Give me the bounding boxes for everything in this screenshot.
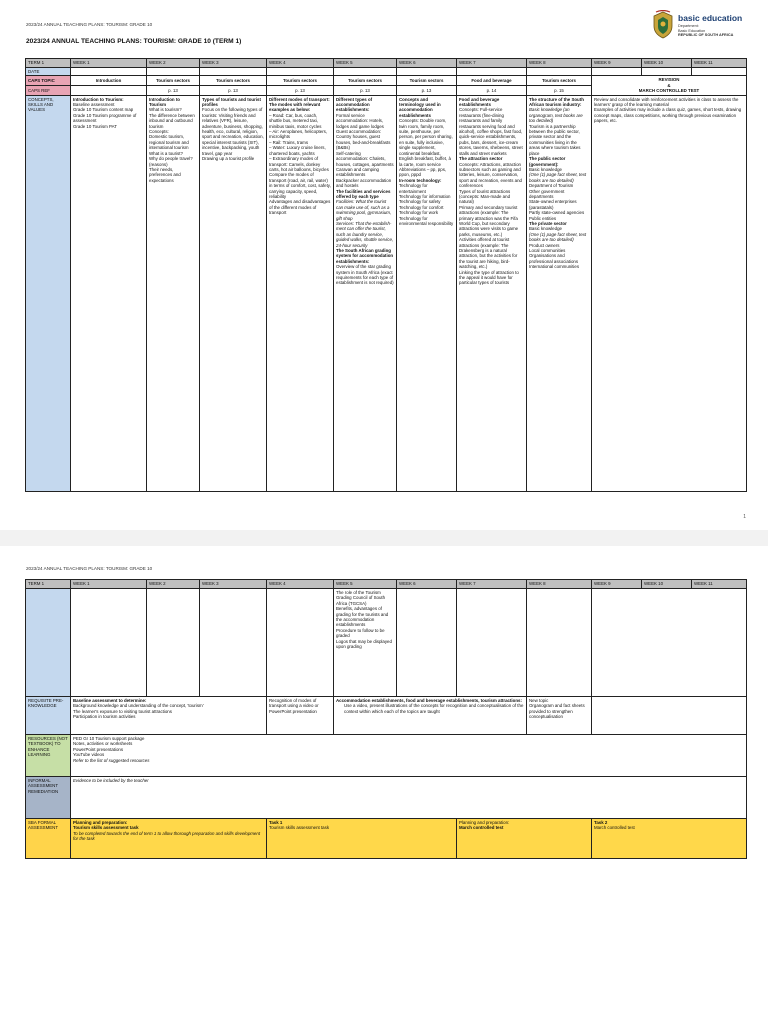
resources-cell bbox=[71, 735, 747, 777]
ref-cell: p. 13 bbox=[334, 86, 397, 96]
concept-line: Abbreviations – pp, pps, ppon, pppd bbox=[399, 166, 447, 178]
concept-line: Technology for safety bbox=[399, 199, 441, 205]
ref-cell: p. 13 bbox=[200, 86, 267, 96]
header-row bbox=[26, 580, 747, 589]
cell bbox=[457, 589, 527, 697]
concept-heading: Types of tourists and tourist profiles bbox=[202, 96, 261, 108]
resource-line: PowerPoint presentations bbox=[73, 746, 124, 752]
concept-line: Basic knowledge bbox=[529, 226, 562, 232]
concept-line: Why do people travel? (reasons) bbox=[149, 156, 193, 167]
concept-heading: Concepts and terminology used in accommodation establishments bbox=[399, 96, 441, 118]
logo-line-2: Basic Education bbox=[678, 28, 706, 33]
concept-line: Caravan and camping establishments bbox=[336, 166, 379, 178]
concept-line: Concepts: Attractions, attraction subsectors such as gaming and lotteries, leisure, conservation, sport and recreation, events and conferences bbox=[459, 161, 522, 189]
date-cell bbox=[71, 68, 147, 76]
cell bbox=[147, 589, 200, 697]
cell bbox=[527, 589, 592, 697]
date-cell bbox=[642, 68, 692, 76]
concept-line: What is a tourist? bbox=[149, 150, 183, 156]
column-header: TERM 1 bbox=[26, 59, 71, 68]
concept-line: Product owners bbox=[529, 242, 560, 248]
date-cell bbox=[334, 68, 397, 76]
concept-heading: Different types of accommodation establishments: bbox=[336, 96, 373, 113]
column-header: WEEK 6 bbox=[397, 580, 457, 589]
concept-heading: The facilities and services offered by each type bbox=[336, 188, 391, 199]
sba-heading: Task 1 bbox=[269, 820, 283, 825]
column-header: WEEK 11 bbox=[692, 580, 747, 589]
concept-line: Guest accommodation: Country houses, guest houses, bed-and-breakfasts (B&Bs) bbox=[336, 129, 391, 151]
row-label-requisite: REQUISITE PRE-KNOWLEDGE bbox=[26, 697, 71, 735]
concept-line: Basic knowledge (an organogram, text books are too detailed) bbox=[529, 107, 583, 124]
column-header: WEEK 3 bbox=[200, 59, 267, 68]
sba-heading: Tourism skills assessment task bbox=[73, 825, 139, 831]
concept-heading: Introduction to Tourism bbox=[149, 96, 180, 108]
concept-line: (One (1) page fact sheet, text books are too detailed) bbox=[529, 172, 587, 183]
sba-heading: Planning and preparation: bbox=[73, 820, 128, 825]
page-number: 1 bbox=[743, 514, 746, 520]
concept-line: The difference between inbound and outbound tourism bbox=[149, 112, 195, 129]
requisite-week-4: Recognition of modes of transport using a video or PowerPoint presentation bbox=[267, 697, 334, 735]
topic-cell: Tourism sectors bbox=[147, 76, 200, 86]
concept-line: – Air: Aeroplanes, helicopters, microlights bbox=[269, 129, 328, 140]
concept-line: State-owned enterprises (parastatals) bbox=[529, 199, 577, 210]
concepts-week-9-11: Review and consolidate with reinforcement activities in class to assess the learners' grasp of the learning material Examples of activities may include a class quiz, games, short tests, drawing concept maps, class competitions, working through previous examination papers, etc. bbox=[592, 95, 747, 491]
concepts-row bbox=[26, 95, 747, 491]
concept-line: Facilities: What the tourist can make use of, such as a swimming pool, gymnasium, gift shop bbox=[336, 199, 392, 221]
date-cell bbox=[692, 68, 747, 76]
sba-line: Tourism skills assessment task bbox=[269, 825, 330, 831]
sba-note: To be completed towards the end of term 1 to allow thorough preparation and skills development for the task bbox=[73, 830, 261, 842]
concept-heading: Food and beverage establishments bbox=[459, 96, 500, 108]
department-logo bbox=[650, 10, 745, 42]
row-label-empty bbox=[26, 589, 71, 697]
row-label-caps-topic: CAPS TOPIC bbox=[26, 76, 71, 86]
ref-cell: p. 13 bbox=[147, 86, 200, 96]
sba-week-7-8 bbox=[457, 819, 592, 859]
cell bbox=[267, 589, 334, 697]
column-header: WEEK 5 bbox=[334, 580, 397, 589]
concept-line: Their needs, preferences and expectations bbox=[149, 166, 181, 183]
column-header: WEEK 6 bbox=[397, 59, 457, 68]
sba-row bbox=[26, 819, 747, 859]
column-header: WEEK 8 bbox=[527, 580, 592, 589]
concepts-continued-row bbox=[26, 589, 747, 697]
concept-line: Logos that may be displayed upon grading bbox=[336, 638, 392, 650]
concept-line: The role of the Tourism Grading Council of South Africa (TGCSA) bbox=[336, 590, 386, 606]
column-header: WEEK 9 bbox=[592, 59, 642, 68]
row-label-resources: RESOURCES (NOT TEXTBOOK) TO ENHANCE LEARNING bbox=[26, 735, 71, 777]
concept-line: Grade 10 Tourism content map bbox=[73, 107, 134, 113]
row-label-concepts: CONCEPTS, SKILLS AND VALUES bbox=[26, 95, 71, 491]
column-header: WEEK 2 bbox=[147, 580, 200, 589]
resource-line: Notes, activities or worksheets bbox=[73, 741, 133, 747]
sba-week-1-3 bbox=[71, 819, 267, 859]
page-separator bbox=[0, 530, 768, 546]
column-header: WEEK 10 bbox=[642, 59, 692, 68]
row-label-informal: INFORMAL ASSESSMENT REMEDIATION bbox=[26, 777, 71, 819]
concept-line: Linking the type of attraction to the appeal it would have for particular types of tourists bbox=[459, 269, 519, 286]
ref-cell: p. 15 bbox=[527, 86, 592, 96]
date-cell bbox=[200, 68, 267, 76]
concept-heading: The private sector bbox=[529, 220, 567, 226]
concept-line: Public entities bbox=[529, 215, 557, 221]
topic-cell: Tourism sectors bbox=[527, 76, 592, 86]
concept-line: Grade 10 Tourism programme of assessment bbox=[73, 112, 137, 124]
concept-heading: The modes with relevant examples as below: bbox=[269, 102, 321, 113]
concept-line: Types of tourist attractions (concepts: Man-made and natural) bbox=[459, 188, 511, 205]
concept-line: Backpacker accommodation and hostels bbox=[336, 177, 392, 189]
concept-line: Technology for entertainment bbox=[399, 183, 428, 194]
row-label-date: DATE bbox=[26, 68, 71, 76]
sba-line: March controlled test bbox=[594, 825, 635, 831]
cell bbox=[200, 589, 267, 697]
requisite-week-1-3 bbox=[71, 697, 267, 735]
column-header: WEEK 5 bbox=[334, 59, 397, 68]
concept-line: Technology for work bbox=[399, 210, 439, 216]
column-header: WEEK 2 bbox=[147, 59, 200, 68]
date-cell bbox=[267, 68, 334, 76]
concept-line: – Road: Car, bus, coach, shuttle bus, metered taxi, minibus taxis, motor cycles bbox=[269, 112, 322, 129]
concept-line: What is tourism? bbox=[149, 107, 182, 113]
concept-line: Technology for information bbox=[399, 193, 451, 199]
concept-line: Benefits, advantages of grading for the tourists and the accommodation establishments bbox=[336, 606, 389, 628]
teaching-plan-table bbox=[25, 58, 747, 492]
ref-cell: p. 14 bbox=[457, 86, 527, 96]
requisite-week-8 bbox=[527, 697, 592, 735]
column-header: WEEK 1 bbox=[71, 580, 147, 589]
running-header: 2023/24 ANNUAL TEACHING PLANS: TOURISM: GRADE 10 bbox=[26, 22, 153, 27]
sba-line: Planning and preparation: bbox=[459, 820, 510, 825]
date-row bbox=[26, 68, 747, 76]
header-row bbox=[26, 59, 747, 68]
requisite-line: New topic bbox=[529, 698, 549, 703]
cell bbox=[71, 589, 147, 697]
concept-line: Self-catering accommodation: Chalets, houses, cottages, apartments bbox=[336, 150, 394, 167]
concept-line: (One (1) page fact sheet, text books are too detailed) bbox=[529, 231, 587, 243]
concept-line: Primary and secondary tourist attractions (example: The primary attraction was the Fifa World Cup, but secondary attractions were visits to game parks, museums, etc.) bbox=[459, 204, 519, 237]
requisite-line: Organogram and fact sheets provided to strengthen conceptualisation bbox=[529, 703, 585, 720]
concept-line: Concepts: bbox=[149, 129, 169, 135]
concept-line: Organisations and professional associations bbox=[529, 253, 579, 264]
concept-line: Local communities bbox=[529, 248, 566, 253]
requisite-line: Background knowledge and understanding of the concept, 'tourism' bbox=[73, 703, 204, 709]
column-header: WEEK 10 bbox=[642, 580, 692, 589]
concept-line: Advantages and disadvantages of the different modes of transport bbox=[269, 199, 331, 216]
concept-line: Concepts: Full-service restaurants (fine-dining restaurants and family restaurants serving food and alcohol), coffee shops, fast food, quick-service establishments, pubs, bars, dessert, ice-cream stores, taverns, shebeens, street stalls and street markets bbox=[459, 107, 523, 156]
concept-heading: The attraction sector bbox=[459, 156, 503, 162]
caps-topic-row bbox=[26, 76, 747, 86]
concepts-week-1 bbox=[71, 95, 147, 491]
resource-line: PED Gr 10 Tourism support package bbox=[73, 736, 145, 741]
sba-heading: March controlled test bbox=[459, 825, 504, 831]
date-cell bbox=[397, 68, 457, 76]
concepts-week-5 bbox=[334, 95, 397, 491]
concept-line: Basic knowledge bbox=[529, 166, 562, 172]
date-cell bbox=[592, 68, 642, 76]
column-header: WEEK 4 bbox=[267, 580, 334, 589]
running-header: 2023/24 ANNUAL TEACHING PLANS: TOURISM: GRADE 10 bbox=[26, 566, 153, 571]
resource-line: YouTube videos bbox=[73, 752, 105, 758]
column-header: WEEK 11 bbox=[692, 59, 747, 68]
concept-line: Drawing up a tourist profile bbox=[202, 156, 255, 162]
concept-heading: Introduction to Tourism: bbox=[73, 96, 124, 102]
ref-cell: p. 13 bbox=[267, 86, 334, 96]
date-cell bbox=[147, 68, 200, 76]
logo-title: basic education bbox=[678, 13, 743, 23]
teaching-plan-table-continued bbox=[25, 579, 747, 859]
topic-cell: Tourism sectors bbox=[200, 76, 267, 86]
concept-line: Formal service accommodation: Hotels, lodges and game lodges bbox=[336, 112, 384, 129]
concepts-week-8 bbox=[527, 95, 592, 491]
resource-line: Refer to the list of suggested resources bbox=[73, 757, 150, 763]
document-page-2 bbox=[0, 546, 768, 1024]
requisite-line: Participation in tourism activities bbox=[73, 714, 136, 720]
concept-line: Compare the modes of transport (road, air, rail, water) in terms of comfort, cost, safety, carrying capacity, speed, reliability bbox=[269, 172, 331, 199]
concept-line: Services: That the establish-ment can offer the tourist, such as laundry service, guided walks, shuttle service, 24-hour security bbox=[336, 220, 394, 248]
requisite-heading: Accommodation establishments, food and beverage establishments, tourism attractions: bbox=[336, 698, 522, 703]
topic-cell: Tourism sectors bbox=[267, 76, 334, 86]
concept-line: Procedure to follow to be graded bbox=[336, 627, 385, 639]
concept-heading: The public sector (government): bbox=[529, 156, 566, 167]
concept-line: Other government departments bbox=[529, 188, 565, 199]
column-header: TERM 1 bbox=[26, 580, 71, 589]
column-header: WEEK 3 bbox=[200, 580, 267, 589]
requisite-week-5-7 bbox=[334, 697, 527, 735]
concept-line: Overview of the star grading system in South Africa (exact requirements for each type of establishment is not required) bbox=[336, 264, 394, 286]
concept-line: Partly state-owned agencies bbox=[529, 210, 585, 216]
concepts-week-6 bbox=[397, 95, 457, 491]
concept-line: Activities offered at tourist attractions (example: The Drakensberg is a natural attraction, but the activities for the tourist are hiking, bird-watching, etc.) bbox=[459, 237, 518, 270]
concept-heading: The structure of the South African tourism industry: bbox=[529, 96, 584, 108]
requisite-heading: Baseline assessment to determine: bbox=[73, 698, 147, 703]
requisite-line: Use a video, present illustrations of the concepts for recognition and conceptualisation of the context within which each of the topics are taught bbox=[344, 703, 524, 714]
concept-line: Tourism is a partnership between the public sector, private sector and the communities living in the areas where tourism takes place bbox=[529, 123, 581, 156]
concept-line: Focus on the following types of tourists: Visiting friends and relatives (VFR), leisure, adventure, business, shopping, health, eco, cultural, religion, sport and recreation, education, special interest tourists (SIT), incentive, backpacking, youth travel, gap year bbox=[202, 107, 264, 156]
concept-heading: The South African grading system for accommodation establishments: bbox=[336, 248, 394, 264]
concepts-week-5-continued bbox=[334, 589, 397, 697]
informal-cell: Evidence to be included by the teacher bbox=[71, 777, 747, 819]
revision-topic-cell: REVISION & MARCH CONTROLLED TEST bbox=[592, 76, 747, 95]
topic-cell: Introduction bbox=[71, 76, 147, 86]
column-header: WEEK 7 bbox=[457, 59, 527, 68]
concepts-week-3 bbox=[200, 95, 267, 491]
concept-heading: In-room technology: bbox=[399, 177, 442, 183]
concepts-week-2 bbox=[147, 95, 200, 491]
concept-line: International communities bbox=[529, 264, 580, 270]
informal-assessment-row bbox=[26, 777, 747, 819]
row-label-sba: SBA FORMAL ASSESSMENT bbox=[26, 819, 71, 859]
ref-cell bbox=[71, 86, 147, 96]
concept-line: Domestic tourism, regional tourism and international tourism bbox=[149, 134, 189, 151]
concept-line: – Water: Luxury cruise liners, chartered boats, yachts bbox=[269, 145, 326, 156]
concept-line: – Extraordinary modes of transport: Camels, donkey carts, hot air balloons, bicycles bbox=[269, 156, 329, 172]
logo-line-1: Department: bbox=[678, 24, 699, 28]
column-header: WEEK 9 bbox=[592, 580, 642, 589]
sba-week-9-11 bbox=[592, 819, 747, 859]
concept-line: Grade 10 Tourism PAT bbox=[73, 123, 117, 129]
cell bbox=[592, 697, 747, 735]
date-cell bbox=[527, 68, 592, 76]
cell bbox=[397, 589, 457, 697]
topic-cell: Food and beverage bbox=[457, 76, 527, 86]
column-header: WEEK 4 bbox=[267, 59, 334, 68]
ref-cell: p. 13 bbox=[397, 86, 457, 96]
logo-line-3: REPUBLIC OF SOUTH AFRICA bbox=[678, 33, 734, 37]
sba-week-4-6 bbox=[267, 819, 457, 859]
row-label-caps-ref: CAPS REF bbox=[26, 86, 71, 96]
coat-of-arms-icon bbox=[650, 10, 676, 40]
concept-line: Department of Tourism bbox=[529, 183, 574, 189]
concept-line: Technology for comfort bbox=[399, 204, 444, 210]
column-header: WEEK 7 bbox=[457, 580, 527, 589]
concepts-week-7 bbox=[457, 95, 527, 491]
column-header: WEEK 1 bbox=[71, 59, 147, 68]
requisite-line: The learner's exposure to visiting tourist attractions bbox=[73, 708, 172, 714]
topic-cell: Tourism sectors bbox=[397, 76, 457, 86]
concept-line: Technology for environmental responsibility bbox=[399, 215, 454, 226]
resources-row bbox=[26, 735, 747, 777]
concept-heading: Different modes of transport: bbox=[269, 96, 330, 102]
requisite-row bbox=[26, 697, 747, 735]
sba-heading: Task 2 bbox=[594, 820, 608, 825]
document-title: 2023/24 ANNUAL TEACHING PLANS: TOURISM: GRADE 10 (TERM 1) bbox=[26, 38, 242, 45]
concept-line: – Rail: Trains, trams bbox=[269, 139, 309, 145]
concept-line: Baseline assessment bbox=[73, 102, 115, 108]
date-cell bbox=[457, 68, 527, 76]
concepts-week-4 bbox=[267, 95, 334, 491]
concept-line: Concepts: Double room, twin room, family room, suite, penthouse, per person, per person sharing, en suite, fully inclusive, single supplement, continental breakfast, English breakfast, buffet, à la carte, room service bbox=[399, 118, 453, 167]
column-header: WEEK 8 bbox=[527, 59, 592, 68]
topic-cell: Tourism sectors bbox=[334, 76, 397, 86]
cell bbox=[592, 589, 747, 697]
